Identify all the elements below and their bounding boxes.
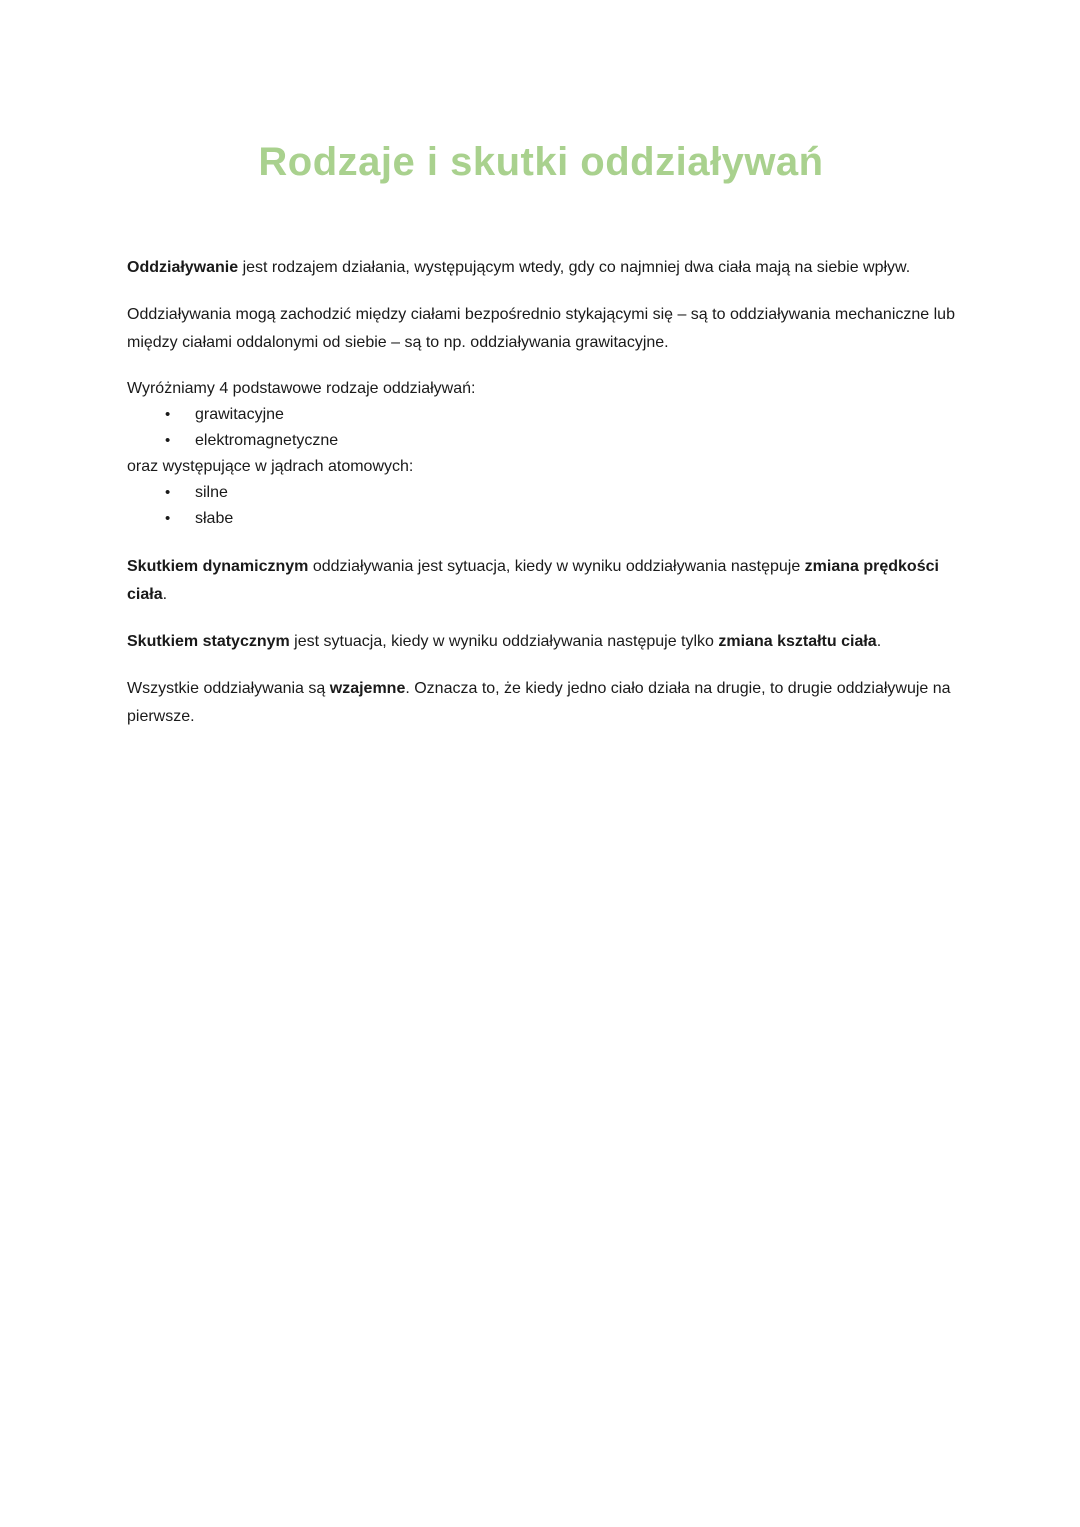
types-intro-text: Wyróżniamy 4 podstawowe rodzaje oddziaływań: (127, 380, 476, 397)
list-item-label: silne (195, 484, 228, 501)
bold-term-zmiana-ksztaltu: zmiana kształtu ciała (718, 633, 877, 650)
bold-term-skutek-statyczny: Skutkiem statycznym (127, 633, 290, 650)
paragraph-dynamic-text: oddziaływania jest sytuacja, kiedy w wyniku oddziaływania następuje (308, 558, 805, 575)
paragraph-mutual-end: . Oznacza to, że kiedy jedno ciało działa na drugie, to drugie oddziaływuje na pierwsze. (127, 680, 951, 725)
paragraph-definition-text: jest rodzajem działania, występującym wtedy, gdy co najmniej dwa ciała mają na siebie wpływ. (238, 259, 911, 276)
bold-term-skutek-dynamiczny: Skutkiem dynamicznym (127, 558, 309, 575)
types-intro-line (127, 376, 955, 402)
nuclear-intro-line (127, 454, 955, 480)
paragraph-mutual (127, 675, 955, 731)
bullet-icon: • (165, 432, 171, 449)
bold-term-oddzialywanie: Oddziaływanie (127, 259, 239, 276)
list-item-elektromagnetyczne (127, 428, 955, 454)
interaction-types-block (127, 376, 955, 532)
list-item-silne (127, 480, 955, 506)
list-item-label: elektromagnetyczne (195, 432, 339, 449)
list-item-label: grawitacyjne (195, 406, 284, 423)
bold-term-wzajemne: wzajemne (329, 680, 406, 697)
bold-term-zmiana-predkosci: zmiana prędkości ciała (127, 558, 939, 603)
document-title: Rodzaje i skutki oddziaływań (258, 140, 824, 184)
paragraph-mechanics-text: Oddziaływania mogą zachodzić między ciałami bezpośrednio stykającymi się – są to oddziaływania mechaniczne lub między ciałami oddalonymi od siebie – są to np. oddziaływania grawitacyjne. (127, 306, 955, 351)
list-item-grawitacyjne (127, 402, 955, 428)
list-item-slabe (127, 506, 955, 532)
paragraph-static-effect (127, 628, 955, 656)
paragraph-definition (127, 254, 955, 282)
paragraph-dynamic-effect (127, 553, 955, 609)
bullet-icon: • (165, 406, 171, 423)
paragraph-mechanics (127, 301, 955, 357)
paragraph-static-text: jest sytuacja, kiedy w wyniku oddziaływania następuje tylko (289, 633, 719, 650)
paragraph-static-end: . (876, 633, 882, 650)
paragraph-mutual-start: Wszystkie oddziaływania są (127, 680, 330, 697)
paragraph-dynamic-end: . (162, 586, 168, 603)
bullet-icon: • (165, 510, 171, 527)
bullet-icon: • (165, 484, 171, 501)
list-item-label: słabe (195, 510, 234, 527)
nuclear-intro-text: oraz występujące w jądrach atomowych: (127, 458, 414, 475)
